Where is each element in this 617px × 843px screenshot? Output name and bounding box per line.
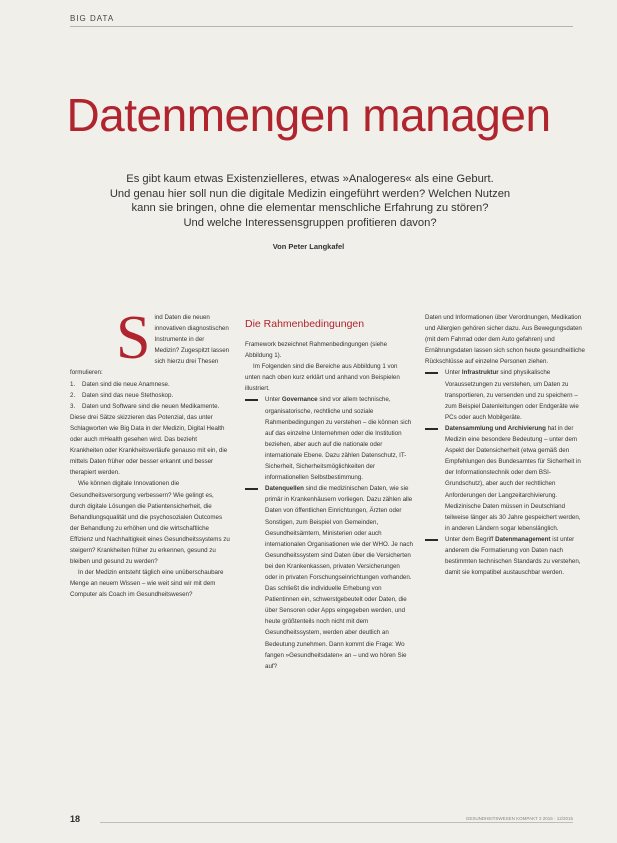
column-1 bbox=[70, 304, 230, 600]
lead-line: Und genau hier soll nun die digitale Medizin eingeführt werden? Welchen Nutzen bbox=[109, 187, 511, 200]
list-text: Daten und Software sind die neuen Medikamente. bbox=[82, 402, 220, 410]
body-paragraph: In der Medizin entsteht täglich eine unüberschaubare Menge an neuem Wissen – wie weit sind wir mit dem Computer als Coach im Gesundheitswesen? bbox=[70, 569, 224, 599]
bullet-text: hat in der Medizin eine besondere Bedeutung – unter dem Aspekt der Datensicherheit (etwa gemäß den Empfehlungen des Bundesamtes für Sicherheit in der Informationstechnik oder dem BSI-Grundschutz), aber auch der rechtlichen Anforderungen der Langzeitarchivierung. Medizinische Daten müssen in Deutschland teilweise länger als 30 Jahre gespeichert werden, in anderen Ländern sogar lebenslänglich. bbox=[445, 424, 581, 532]
footer-text: GESUNDHEITSWESEN KOMPAKT 2 2015 · 12/2015 bbox=[465, 816, 573, 821]
column-3 bbox=[425, 312, 585, 578]
page-number: 18 bbox=[70, 814, 81, 824]
list-item bbox=[70, 390, 230, 401]
drop-cap: S bbox=[116, 304, 151, 372]
thesis-list bbox=[70, 379, 230, 412]
list-number: 1. bbox=[70, 380, 76, 388]
bullet-term: Infrastruktur bbox=[461, 369, 499, 377]
bullet-datenmanagement bbox=[425, 534, 585, 578]
bullet-datenquellen bbox=[245, 483, 413, 672]
footer-rule bbox=[100, 822, 573, 823]
list-item bbox=[70, 379, 230, 390]
list-item bbox=[70, 401, 230, 412]
column-2 bbox=[245, 312, 413, 672]
lead-line: kann sie bringen, ohne die elementar menschliche Erfahrung zu stören? bbox=[131, 202, 489, 215]
bullet-text: Unter bbox=[445, 369, 462, 377]
bullet-term: Governance bbox=[281, 396, 318, 404]
intro-paragraph: ind Daten die neuen innovativen diagnostischen Instrumente in der Medizin? Zugespitzt lassen sich hierzu drei Thesen formulieren: bbox=[70, 314, 230, 377]
bullet-governance bbox=[245, 394, 413, 483]
bullet-text: Unter bbox=[265, 396, 282, 404]
bullet-text: ist unter anderem die Formatierung von Daten nach bestimmten technischen Standards zu verstehen, damit sie kompatibel austauschbar werden. bbox=[445, 535, 581, 577]
list-number: 2. bbox=[70, 391, 76, 399]
body-paragraph: Framework bezeichnet Rahmenbedingungen (siehe Abbildung 1). bbox=[245, 341, 388, 360]
body-paragraph: Wie können digitale Innovationen die Gesundheitsversorgung verbessern? Wie gelingt es, durch digitale Lösungen die Patientensicherheit, die Behandlungsqualität und die psychosozialen Outcomes der Behandlung zu erhöhen und die wirtschaftliche Effizienz und Nachhaltigkeit eines Gesundheitssystems zu steigern? Krankheiten früher zu erkennen, gesund zu bleiben und gesund zu werden? bbox=[70, 480, 230, 566]
body-paragraph: Daten und Informationen über Verordnungen, Medikation und Allergien gehören sicher dazu. Aus Bewegungsdaten (mit dem Fahrrad oder dem Auto gefahren) und Ernährungsdaten lassen sich schon heute gesundheitliche Rückschlüsse auf einzelne Personen ziehen. bbox=[425, 314, 585, 366]
list-text: Daten sind die neue Anamnese. bbox=[82, 380, 170, 388]
bullet-text: sind vor allem technische, organisatorische, rechtliche und soziale Rahmenbedingungen zu verstehen – die können sich auf das einzelne Unternehmen oder die Institution beziehen, aber auch auf die nationale oder internationale Ebene. Dazu zählen Datenschutz, IT-Sicherheit, Sicherheitsmöglichkeiten der informationellen Selbstbestimmung. bbox=[265, 396, 412, 482]
bullet-datensammlung bbox=[425, 423, 585, 534]
bullet-text: Unter dem Begriff bbox=[445, 535, 496, 543]
bullet-infrastruktur bbox=[425, 367, 585, 422]
subheading: Die Rahmenbedingungen bbox=[245, 318, 365, 330]
lead-line: Und welche Interessensgruppen profitieren davon? bbox=[183, 216, 437, 229]
bullet-term: Datensammlung und Archivierung bbox=[445, 424, 546, 432]
author-byline: Von Peter Langkafel bbox=[272, 242, 345, 251]
list-text: Daten sind das neue Stethoskop. bbox=[82, 391, 174, 399]
bullet-text: sind physikalische Voraussetzungen zu verstehen, um Daten zu transportieren, zu versenden und zu speichern – zum Beispiel Datenleitungen oder Endgeräte wie PCs oder auch Mobilgeräte. bbox=[445, 369, 579, 421]
bullet-text: sind die medizinischen Daten, wie sie primär in Krankenhäusern vorliegen. Dazu zählen alle Daten von öffentlichen Einrichtungen, Ärzten oder Sonstigen, zum Beispiel von Gemeinden, Gesundheitsämtern, Ministerien oder auch internationalen Organisationen wie der WHO. Je nach Gesundheitssystem sind Daten über die Versicherten bei den Krankenkassen, privaten Versicherungen oder in privaten Forschungseinrichtungen vorhanden. Das schließt die individuelle Erhebung von Patientinnen ein, schwerstgebeutelt oder Daten, die über Sensoren oder Apps eingegeben werden, und heute größtenteils noch nicht mit dem Gesundheitssystem, werden aber deutlich an Bedeutung zunehmen. Dann kommt die Frage: Wo fangen »Gesundheitsdaten« an – und wo hören Sie auf? bbox=[265, 485, 413, 670]
bullet-term: Datenmanagement bbox=[495, 535, 551, 543]
body-paragraph: Im Folgenden sind die Bereiche aus Abbildung 1 von unten nach oben kurz erklärt und anhand von Beispielen illustriert. bbox=[245, 363, 400, 393]
list-number: 3. bbox=[70, 402, 76, 410]
bullet-term: Datenquellen bbox=[265, 485, 304, 493]
top-rule bbox=[70, 26, 573, 27]
lead-paragraph bbox=[100, 172, 520, 230]
headline: Datenmengen managen bbox=[66, 89, 551, 141]
lead-line: Es gibt kaum etwas Existenzielleres, etwas »Analogeres« als eine Geburt. bbox=[126, 173, 494, 185]
body-paragraph: Diese drei Sätze skizzieren das Potenzial, das unter Schlagworten wie Big Data in der Medizin, Digital Health oder auch mHealth gesehen wird. Das bezieht Krankheiten oder Krankheitsverläufe genauso mit ein, die mittels Daten früher oder besser erkannt und besser therapiert werden. bbox=[70, 413, 228, 477]
section-tag: BIG DATA bbox=[70, 14, 115, 23]
